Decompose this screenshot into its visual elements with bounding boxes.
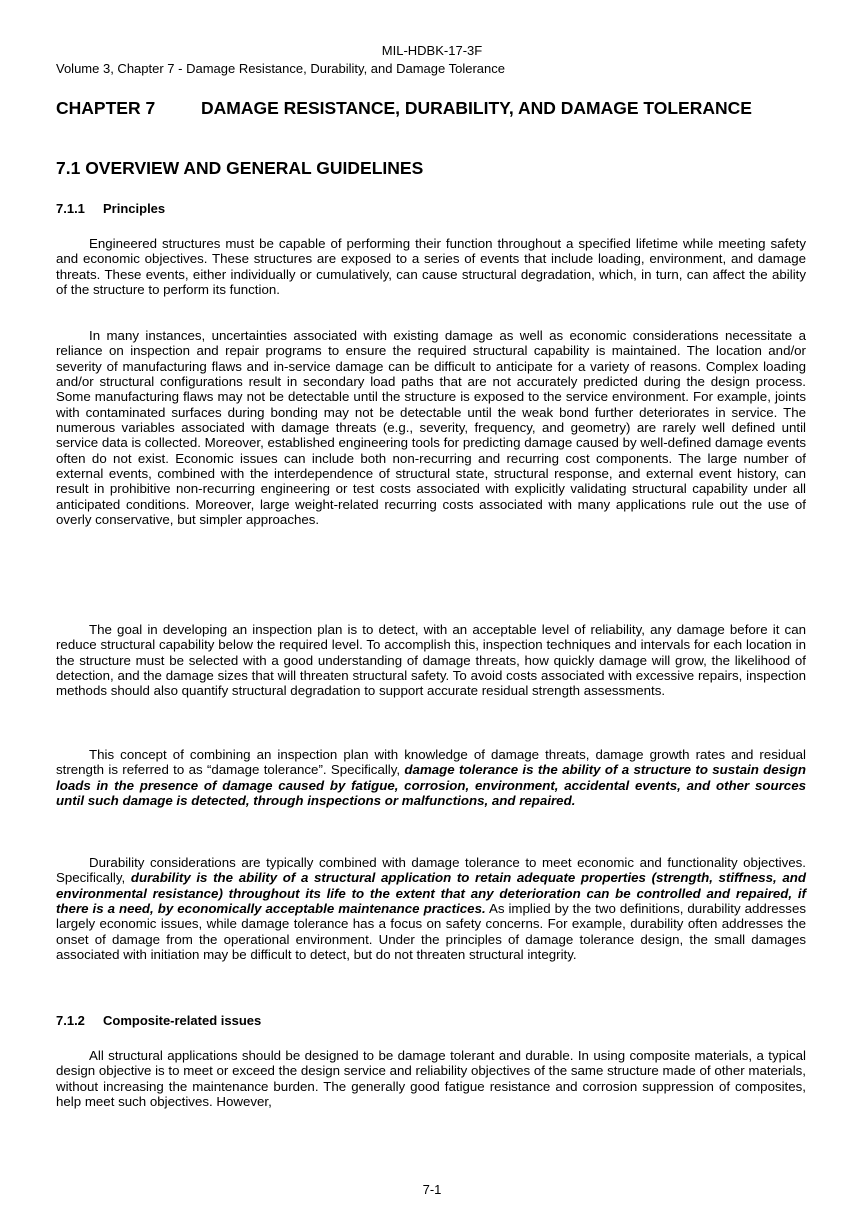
- paragraph-6: All structural applications should be designed to be damage tolerant and durable. In using composite materials, a typical design objective is to meet or exceed the design service and reliability objectives of the same structure made of other materials, without increasing the maintenance burden. The generally good fatigue resistance and corrosion suppression of composites, help meet such objectives. However,: [56, 1048, 806, 1110]
- document-id-header: MIL-HDBK-17-3F: [381, 43, 483, 58]
- subsection-number: 7.1.1: [56, 201, 85, 216]
- damage-tolerance-definition: damage tolerance is the ability of a structure to sustain design loads in the presence of damage caused by fatigue, corrosion, environment, accidental events, and other sources until such damage is detected, through inspections or malfunctions, and repaired.: [56, 762, 806, 809]
- chapter-title: DAMAGE RESISTANCE, DURABILITY, AND DAMAGE TOLERANCE: [201, 98, 752, 118]
- chapter-number: CHAPTER 7: [56, 98, 156, 118]
- paragraph-5: [56, 855, 806, 962]
- paragraph-5-text-rest: As implied by the two definitions, durability addresses largely economic issues, while damage tolerance has a focus on safety concerns. For example, durability often addresses the onset of damage from the operational environment. Under the principles of damage tolerance design, the small damages associated with initiation may be difficult to detect, but do not threaten structural integrity.: [56, 901, 806, 963]
- durability-definition: durability is the ability of a structural application to retain adequate properties (strength, stiffness, and environmental resistance) throughout its life to the extent that any deterioration can be controlled and repaired, if there is a need, by economically acceptable maintenance practices.: [56, 870, 806, 917]
- section-heading: 7.1 OVERVIEW AND GENERAL GUIDELINES: [56, 158, 424, 178]
- paragraph-4: [56, 747, 806, 808]
- subsection-title: Principles: [103, 201, 166, 216]
- subsection-heading-composite-issues: [56, 1013, 261, 1028]
- paragraph-5-text-intro: Durability considerations are typically combined with damage tolerance to meet economic and functionality objectives. Specifically,: [56, 855, 806, 886]
- subsection-heading-principles: [56, 201, 165, 216]
- chapter-heading: [56, 98, 816, 119]
- running-header: Volume 3, Chapter 7 - Damage Resistance, Durability, and Damage Tolerance: [56, 61, 505, 76]
- paragraph-1: Engineered structures must be capable of performing their function throughout a specified lifetime while meeting safety and economic objectives. These structures are exposed to a series of events that include loading, environment, and damage threats. These events, either individually or cumulatively, can cause structural degradation, which, in turn, can affect the ability of the structure to perform its function.: [56, 236, 806, 298]
- paragraph-2: In many instances, uncertainties associated with existing damage as well as economic considerations necessitate a reliance on inspection and repair programs to ensure the required structural capability is maintained. The location and/or severity of manufacturing flaws and in-service damage can be difficult to anticipate for a variety of reasons. Complex loading and/or structural configurations result in secondary load paths that are not accurately predicted during the design process. Some manufacturing flaws may not be detectable until the structure is exposed to the service environment. For example, joints with contaminated surfaces during bonding may not be detectable until the weak bond further deteriorates in service. The numerous variables associated with damage threats (e.g., severity, frequency, and geometry) are rarely well defined until service data is collected. Moreover, established engineering tools for predicting damage caused by well-defined damage events often do not exist. Economic issues can include both non-recurring and recurring cost components. The large number of external events, combined with the interdependence of structural state, structural response, and external event history, can result in prohibitive non-recurring engineering or test costs associated with explicitly validating structural capability under all anticipated conditions. Moreover, large weight-related recurring costs associated with many applications rule out the use of overly conservative, but simpler approaches.: [56, 328, 806, 528]
- subsection-title: Composite-related issues: [103, 1013, 262, 1028]
- page-number: 7-1: [422, 1182, 442, 1197]
- paragraph-3: The goal in developing an inspection plan is to detect, with an acceptable level of reliability, any damage before it can reduce structural capability below the required level. To accomplish this, inspection techniques and intervals for each location in the structure must be selected with a good understanding of damage threats, how quickly damage will grow, the likelihood of detection, and the damage sizes that will threaten structural safety. To avoid costs associated with excessive repairs, inspection methods should also quantify structural degradation to support accurate residual strength assessments.: [56, 622, 806, 699]
- paragraph-4-text: This concept of combining an inspection plan with knowledge of damage threats, damage growth rates and residual strength is referred to as “damage tolerance”. Specifically,: [56, 747, 806, 778]
- subsection-number: 7.1.2: [56, 1013, 85, 1028]
